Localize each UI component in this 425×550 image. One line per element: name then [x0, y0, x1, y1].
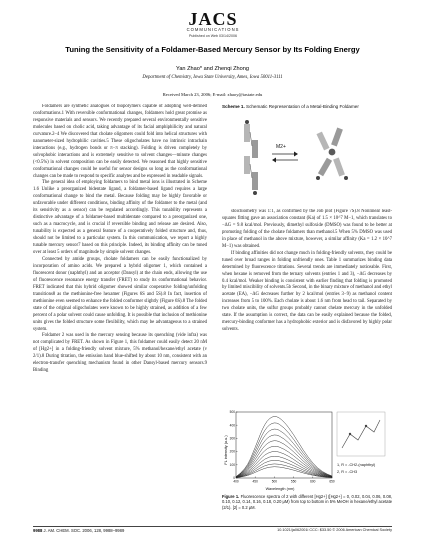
body-paragraph: Foldamers are synthetic analogues of biopolymers capable of adopting well-defined conformations.1 With reversible conformational changes, foldamers hold great promise as responsive materials and sensors. We recently prepared several environmentally sensitive molecules based on cholic acid, taking advantage of its facial amphiphilicity and natural curvature.2–4 We discovered that cholate oligomers could fold into helical structures with nanometer-sized hydrophilic cavities.5 These oligocholates have no intrinsic intrachain interactions (e.g., hydrogen bonds or π−π stacking). Folding is driven completely by solvophobic interactions and is extremely sensitive to solvent changes—minute changes (<0.5%) in solvent composition can be easily detected. We reasoned that highly sensitive conformational changes could be useful for sensor designs so long as the conformational changes can be made to respond to specific analytes and be expressed in readable signals. — [33, 104, 207, 179]
body-paragraph: The general idea of employing foldamers to bind metal ions is illustrated in Scheme 1.6 Unlike a preorganized bidentate ligand, a foldamer-based ligand requires a large conformational change to bind the metal. Because folding may be highly favorable or unfavorable under different conditions, binding affinity of the foldamer to the metal (and its sensitivity as a sensor) can be regulated accordingly. This tunability represents a distinctive advantage of a foldamer-based multidentate compared to a preorganized one, such as a macrocycle, and is crucial if reversible binding and release are desired. Also, tunability is expected as a general feature of a cooperatively folded structure and, thus, should not be limited to a particular system. In this communication, we report a highly tunable mercury sensor7 based on this principle. Indeed, its binding affinity can be tuned over at least 5 orders of magnitude by simple solvent changes. — [33, 180, 207, 256]
body-paragraph: Connected by amide groups, cholate foldamers can be easily functionalized by incorporation of amino acids. We prepared a hybrid oligomer 1, which contained a fluorescent donor (naphthyl) and an acceptor (Dansyl) at the chain ends, allowing the use of fluorescence resonance energy transfer (FRET) to study its conformational behavior. FRET indicated that this hybrid oligomer showed similar cooperative folding/unfolding transitions8 as the methionine-free hexamer (Figures 6S and 5S).8 In fact, insertion of methionine even seemed to enhance the folded conformer slightly (Figure 6S).8 The folded state of the original oligocholates were known to be highly strained, as addition of a few percent of a polar solvent could cause unfolding. It is possible that inclusion of methionine units gives the folded structure some flexibility, which may be advantageous to a strained system. — [33, 256, 207, 332]
y-tick-label: 300 — [229, 436, 235, 441]
scheme-caption — [222, 104, 392, 110]
footer-divider — [33, 526, 392, 527]
journal-citation: J. AM. CHEM. SOC. 2006, 128, 9988–9989 — [43, 528, 125, 533]
article-affiliation: Department of Chemistry, Iowa State University, Ames, Iowa 50011-3111 — [142, 75, 283, 80]
figure-caption-label: Figure 1. — [222, 494, 240, 499]
x-tick-label: 400 — [233, 479, 239, 484]
journal-section-label: COMMUNICATIONS — [186, 27, 240, 32]
x-tick-label: 550 — [290, 479, 297, 484]
figure-1-caption — [222, 494, 392, 524]
scheme-caption-text: Schematic Representation of a Metal-Binding Foldamer — [246, 104, 359, 109]
plot-area — [230, 410, 335, 483]
journal-logo-text: JACS — [188, 8, 238, 29]
compound-2-label: 2, R = -CH3 — [337, 470, 358, 474]
x-tick-label: 650 — [329, 479, 335, 484]
scheme-label: Scheme 1. — [222, 104, 245, 109]
footer-doi: 10.1021/ja062001i CCC: $33.50 © 2006 American Chemical Society — [277, 528, 392, 532]
spectrum-line-3 — [236, 435, 332, 477]
x-tick-label: 450 — [252, 479, 258, 484]
figure-caption-text: Fluorescence spectra of 2 with different [Hg2+] ([Hg2+] = 0, 0.02, 0.04, 0.06, 0.08, 0.10, 0.12, 0.14, 0.16, 0.18, 0.20 μM) from top to bottom in 5% MeOH in hexane/ethyl acetate (2/1). [2] = 0.2 μM. — [222, 494, 392, 510]
y-tick-label: 200 — [229, 449, 235, 454]
page-number: 9988 — [33, 528, 43, 533]
received-date: Received March 23, 2006; E-mail: zhaoy@iastate.edu — [162, 92, 263, 97]
body-paragraph: Foldamer 2 was used in the mercury sensing because its quenching (vide infra) was not complicated by FRET. As shown in Figure 1, this foldamer could easily detect 20 nM of [Hg2+] in a folding-friendly solvent mixture, 5% methanol/hexane/ethyl acetate (v 2/1).8 During titration, the emission band blue-shifted by about 10 nm, consistent with an electron-transfer quenching mechanism found in other Dansyl-based mercury sensors.9 Binding — [33, 333, 207, 374]
y-tick-label: 500 — [229, 410, 235, 415]
body-right-column — [222, 209, 392, 404]
figure-1-chart — [222, 404, 392, 492]
structure-illustration — [337, 412, 385, 456]
bound-metal-icon — [329, 149, 336, 156]
spectrum-line-1 — [236, 423, 332, 477]
body-paragraph: If binding affinities did not change much in folding-friendly solvents, they could be tuned over broad ranges in folding unfriendly ones. Table 1 summarizes binding data determined by fluorescence titrations. Several trends are immediately noticeable. First, when hexane is removed from the ternary solvents (entries 1 and 3), −ΔG decreases by 0.4 kcal/mol. Weaker binding is consistent with earlier finding that folding is promoted by limited miscibility of solvents.5b Second, in the binary mixture of methanol and ethyl acetate (EA), −ΔG decreases further by 2 kcal/mol (entries 3−9) as methanol content increases from 5 to 100%. Each cholate is about 1.6 nm from head to tail. Separated by two cholate units, the sulfur groups probably cannot chelate mercury in the unfolded state. If the assumption is correct, the data can be easily explained because the folded, mercury-binding conformer has a hydrophobic exterior and is disfavored by highly polar solvents. — [222, 250, 392, 333]
footer-citation — [33, 528, 173, 533]
y-tick-label: 400 — [229, 423, 235, 428]
scheme-diagram — [222, 118, 392, 206]
compound-1-label: 1, R = -CH2-(naphthyl) — [337, 463, 376, 467]
publication-info: Published on Web 03/14/2006 — [188, 34, 238, 38]
x-tick-label: 500 — [271, 479, 278, 484]
x-axis-label: Wavelength (nm) — [265, 487, 295, 491]
body-left-column — [33, 104, 207, 524]
equilibrium-arrow — [272, 152, 298, 163]
y-axis-label: FL intensity (a.u.) — [224, 435, 228, 465]
y-tick-label: 100 — [229, 462, 235, 467]
x-tick-label: 600 — [310, 479, 316, 484]
metal-ion-label: M2+ — [276, 144, 286, 150]
y-tick-label: 0 — [233, 476, 235, 481]
article-authors: Yan Zhao* and Zhenqi Zhong — [176, 66, 249, 72]
unfolded-foldamer-illustration — [244, 120, 258, 195]
body-paragraph: stoichiometry was 1:1, as confirmed by the Job plot (Figure 7S).8 Nonlinear least-squares fitting gave an association constant (Ka) of 1.5 × 10^7 M−1, which translates to −ΔG = 9.8 kcal/mol. Previously, dimethyl sulfoxide (DMSO) was found to be better at promoting folding of the cholate foldamers than methanol.5 When 5% DMSO was used in place of methanol in the above mixture, however, a similar affinity (Ka = 1.2 × 10^7 M−1) was obtained. — [222, 209, 392, 249]
article-title: Tuning the Sensitivity of a Foldamer-Based Mercury Sensor by Its Folding Energy — [65, 45, 360, 54]
folded-foldamer-illustration — [316, 128, 348, 180]
